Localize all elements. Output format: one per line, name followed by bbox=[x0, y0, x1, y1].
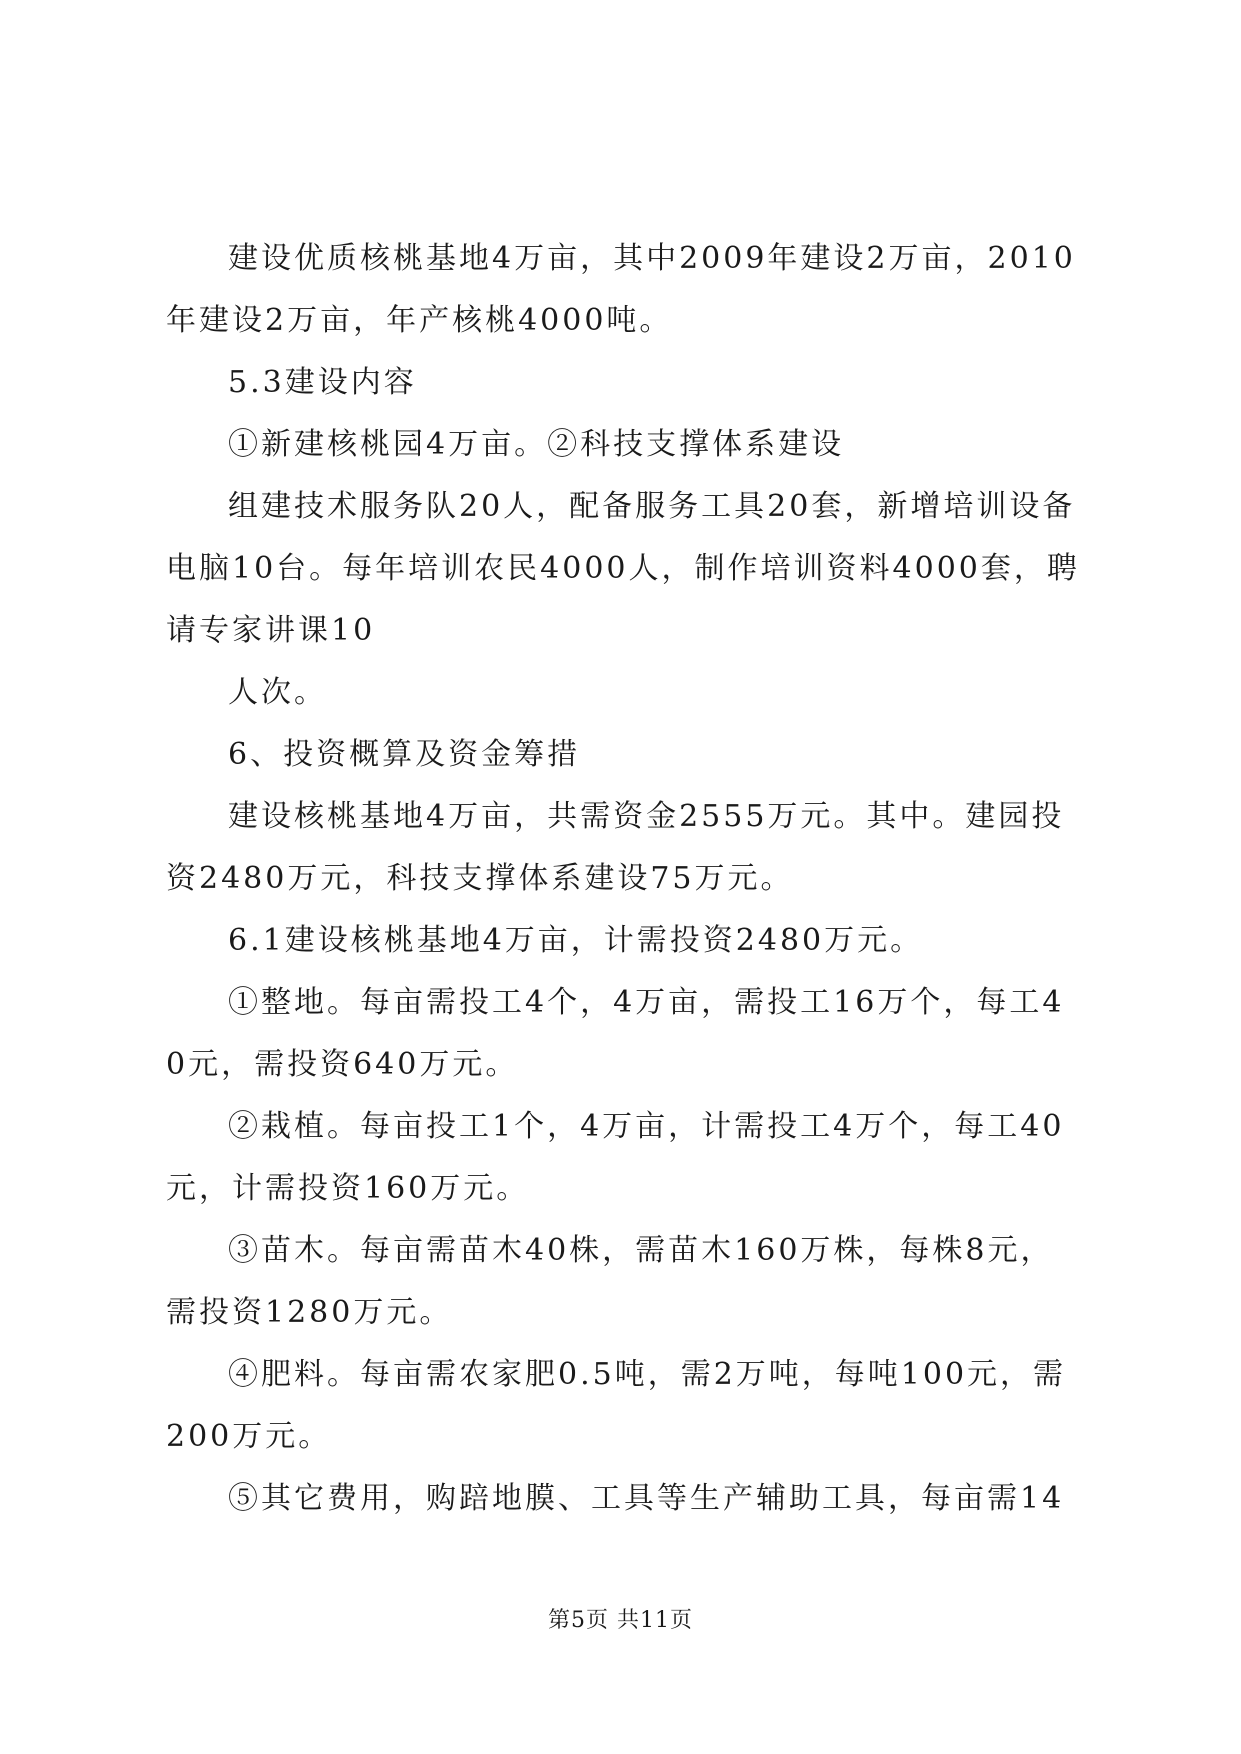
section-heading: 6、投资概算及资金筹措 bbox=[228, 737, 581, 772]
paragraph: 组建技术服务队20人，配备服务工具20套，新增培训设备电脑10台。每年培训农民4000人，制作培训资料4000套，聘请专家讲课10 bbox=[166, 489, 1080, 648]
paragraph: ③苗木。每亩需苗木40株，需苗木160万株，每株8元，需投资1280万元。 bbox=[166, 1233, 1054, 1330]
paragraph: ④肥料。每亩需农家肥0.5吨，需2万吨，每吨100元，需200万元。 bbox=[166, 1357, 1067, 1454]
page-number-label: 第5页 共11页 bbox=[548, 1608, 693, 1633]
paragraph: ①新建核桃园4万亩。②科技支撑体系建设 bbox=[228, 427, 845, 462]
section-heading: 6.1建设核桃基地4万亩，计需投资2480万元。 bbox=[228, 923, 924, 958]
page-footer bbox=[0, 1606, 1241, 1636]
paragraph: ①整地。每亩需投工4个，4万亩，需投工16万个，每工40元，需投资640万元。 bbox=[166, 985, 1065, 1082]
paragraph: 建设优质核桃基地4万亩，其中2009年建设2万亩，2010年建设2万亩，年产核桃4000吨。 bbox=[166, 241, 1076, 338]
paragraph: 人次。 bbox=[228, 675, 327, 710]
paragraph: ⑤其它费用，购踣地膜、工具等生产辅助工具，每亩需14 bbox=[228, 1481, 1065, 1516]
section-heading: 5.3建设内容 bbox=[228, 365, 417, 400]
paragraph: 建设核桃基地4万亩，共需资金2555万元。其中。建园投资2480万元，科技支撑体系建设75万元。 bbox=[166, 799, 1065, 896]
paragraph: ②栽植。每亩投工1个，4万亩，计需投工4万个，每工40元，计需投资160万元。 bbox=[166, 1109, 1065, 1206]
document-body bbox=[166, 228, 1086, 1530]
